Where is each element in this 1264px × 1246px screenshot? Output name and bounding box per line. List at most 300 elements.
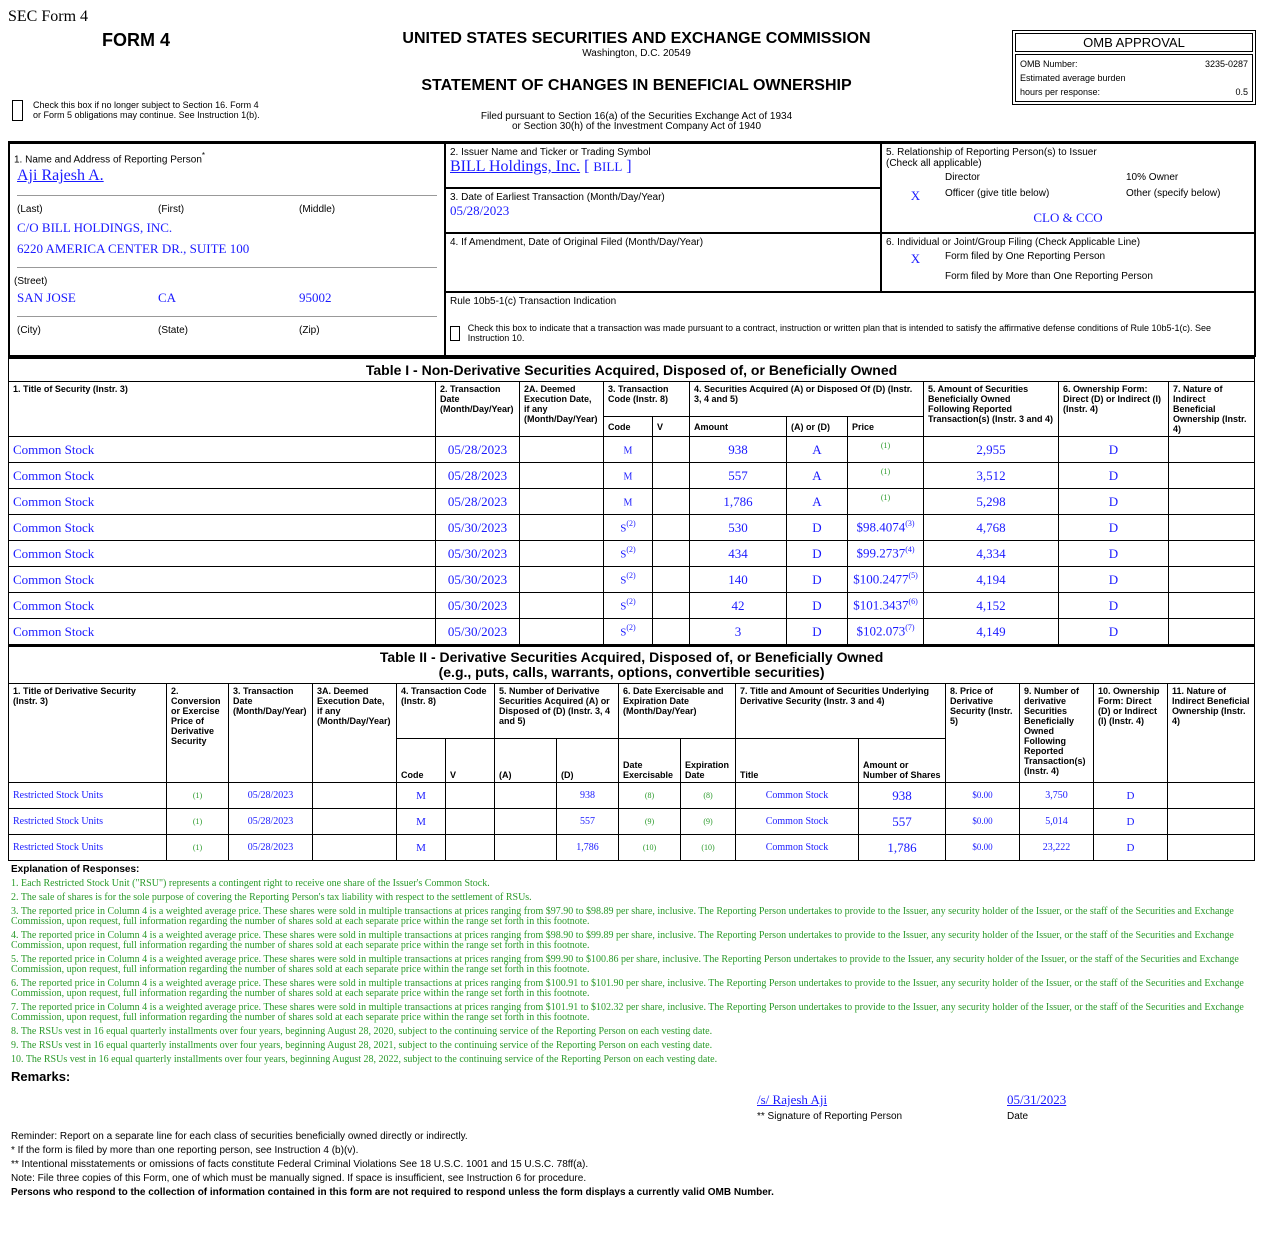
code-cell xyxy=(604,619,653,645)
other-option: Other (specify below) xyxy=(1126,188,1221,199)
security-title-cell xyxy=(9,463,436,489)
price-footnote: (4) xyxy=(905,545,915,555)
ownership-cell xyxy=(1059,437,1169,463)
underlying-title: Common Stock xyxy=(765,842,829,853)
derivative-owned-cell xyxy=(1020,783,1094,809)
v-cell xyxy=(653,437,690,463)
signature-name: /s/ Rajesh Aji xyxy=(757,1092,828,1107)
state-value: CA xyxy=(158,290,177,306)
amount-cell xyxy=(690,489,787,515)
more-persons-option: Form filed by More than One Reporting Person xyxy=(945,271,1153,282)
filed-pursuant-1: Filed pursuant to Section 16(a) of the Securities Exchange Act of 1934 xyxy=(480,111,793,122)
price-footnote: (1) xyxy=(880,467,891,477)
owned-cell xyxy=(924,437,1059,463)
section16-checkbox-row xyxy=(12,100,260,121)
amount: 1,786 xyxy=(723,493,753,509)
v-cell xyxy=(653,463,690,489)
signature-label: ** Signature of Reporting Person xyxy=(757,1111,903,1122)
transaction-date-cell xyxy=(229,783,313,809)
transaction-code: S xyxy=(620,522,627,535)
ownership-form: D xyxy=(1108,545,1119,561)
transaction-code: S xyxy=(620,600,627,613)
owned-cell xyxy=(924,463,1059,489)
derivative-title: Restricted Stock Units xyxy=(13,842,103,853)
amount-cell xyxy=(690,463,787,489)
acquired-a-cell xyxy=(495,783,557,809)
amount-owned: 3,512 xyxy=(976,467,1006,483)
transaction-date-cell xyxy=(436,593,520,619)
amount-owned: 4,194 xyxy=(976,571,1006,587)
expiration-date-cell xyxy=(681,835,736,861)
table1-row xyxy=(9,515,1255,541)
footnote: 7. The reported price in Column 4 is a weighted average price. These shares were sold in multiple transactions at prices ranging from $101.91 to $102.32 per share, inclusive. The Reporting Person undertakes to provide to the Issuer, any security holder of the Issuer, or the staff of the Securities and Exchange Commission, upon request, full information regarding the number of shares sold at each separate price within the range set forth in this footnote. xyxy=(11,1002,1244,1023)
ownership-cell xyxy=(1059,489,1169,515)
ownership-cell xyxy=(1059,619,1169,645)
underlying-amount: 1,786 xyxy=(887,839,917,855)
footer-note: ** Intentional misstatements or omissions of facts constitute Federal Criminal Violations See 18 U.S.C. 1001 and 15 U.S.C. 78ff(a). xyxy=(11,1159,589,1170)
acquired-or-disposed: D xyxy=(812,623,822,639)
ownership-form: D xyxy=(1108,571,1119,587)
price: $100.2477 xyxy=(853,571,909,587)
deemed-date-cell xyxy=(313,783,397,809)
security-title-cell xyxy=(9,619,436,645)
security-title: Common Stock xyxy=(13,467,95,483)
price-footnote: (5) xyxy=(908,571,918,581)
omb-number: 3235-0287 xyxy=(1204,59,1248,69)
code-cell xyxy=(604,593,653,619)
box6-filing xyxy=(881,233,1255,292)
price-cell xyxy=(848,463,924,489)
date-exercisable-cell xyxy=(619,783,681,809)
t2-header-price: 8. Price of Derivative Security (Instr. 5) xyxy=(946,684,1020,783)
ticker-symbol: BILL xyxy=(593,159,623,174)
ownership-form-cell xyxy=(1094,835,1168,861)
document-title: SEC Form 4 xyxy=(8,8,89,25)
commission-block xyxy=(258,30,1015,132)
security-title: Common Stock xyxy=(13,493,95,509)
table1-row xyxy=(9,463,1255,489)
nature-cell xyxy=(1169,463,1255,489)
transaction-code: M xyxy=(416,841,426,854)
amount-cell xyxy=(690,515,787,541)
acquired-or-disposed: D xyxy=(812,545,822,561)
v-value-cell xyxy=(446,809,495,835)
deemed-date-cell xyxy=(520,541,604,567)
transaction-date: 05/28/2023 xyxy=(247,790,294,801)
ownership-form: D xyxy=(1126,841,1135,854)
amount-cell xyxy=(690,437,787,463)
derivative-owned: 3,750 xyxy=(1045,790,1068,801)
security-title: Common Stock xyxy=(13,519,95,535)
t2-header-underlying: 7. Title and Amount of Securities Underlying Derivative Security (Instr. 3 and 4) xyxy=(736,684,946,739)
underlying-amount-cell xyxy=(859,783,946,809)
zip-label: (Zip) xyxy=(299,325,320,337)
underlying-amount: 557 xyxy=(892,813,912,829)
nature-cell xyxy=(1168,809,1255,835)
security-title: Common Stock xyxy=(13,441,95,457)
transaction-date: 05/28/2023 xyxy=(247,816,294,827)
t2-sub-expiration: Expiration Date xyxy=(681,739,736,783)
box4-amendment xyxy=(445,233,881,292)
derivative-owned: 5,014 xyxy=(1045,816,1068,827)
expiration-date-cell xyxy=(681,809,736,835)
t2-sub-code: Code xyxy=(397,739,446,783)
box5-relationship xyxy=(881,143,1255,233)
reporting-info-section xyxy=(8,141,1256,357)
transaction-date: 05/28/2023 xyxy=(447,493,508,509)
box2-label: 2. Issuer Name and Ticker or Trading Symbol xyxy=(450,147,651,158)
conversion-price-cell xyxy=(167,783,229,809)
explanation-title: Explanation of Responses: xyxy=(11,864,140,875)
amount: 140 xyxy=(728,571,748,587)
price-cell xyxy=(848,489,924,515)
t1-sub-code: Code xyxy=(604,417,653,437)
street-label: (Street) xyxy=(14,276,48,288)
one-person-option: Form filed by One Reporting Person xyxy=(945,251,1106,262)
transaction-code: S xyxy=(620,548,627,561)
table1-title: Table I - Non-Derivative Securities Acquired, Disposed of, or Beneficially Owned xyxy=(9,358,1255,382)
price-footnote: (3) xyxy=(905,519,915,529)
table2-row xyxy=(9,835,1255,861)
nature-cell xyxy=(1168,783,1255,809)
underlying-title-cell xyxy=(736,835,859,861)
disposed-d-cell xyxy=(557,809,619,835)
transaction-code: M xyxy=(623,497,633,509)
security-title: Common Stock xyxy=(13,597,95,613)
disposed-d-cell xyxy=(557,783,619,809)
table2-row xyxy=(9,783,1255,809)
code-footnote: (2) xyxy=(626,623,636,633)
underlying-title: Common Stock xyxy=(765,816,829,827)
table2-subtitle: (e.g., puts, calls, warrants, options, convertible securities) xyxy=(438,664,825,680)
conversion-price-cell xyxy=(167,835,229,861)
omb-hours-label: hours per response: xyxy=(1020,87,1101,97)
director-option: Director xyxy=(945,172,981,183)
security-title-cell xyxy=(9,567,436,593)
underlying-amount-cell xyxy=(859,835,946,861)
table1-row xyxy=(9,567,1255,593)
rule-label: Rule 10b5-1(c) Transaction Indication xyxy=(450,296,617,307)
acquired-or-disposed: D xyxy=(812,519,822,535)
ownership-form: D xyxy=(1108,441,1119,457)
footer-note: Note: File three copies of this Form, one of which must be manually signed. If space is insufficient, see Instruction 6 for procedure. xyxy=(11,1173,587,1184)
derivative-price-cell xyxy=(946,783,1020,809)
t1-header-nature: 7. Nature of Indirect Beneficial Ownership (Instr. 4) xyxy=(1169,382,1255,437)
deemed-date-cell xyxy=(520,567,604,593)
reporting-person-name[interactable]: Aji Rajesh A. xyxy=(17,167,104,185)
nature-cell xyxy=(1169,515,1255,541)
rule-10b5-1-box xyxy=(445,292,1255,356)
date-exercisable: (9) xyxy=(644,817,655,826)
transaction-date-cell xyxy=(436,489,520,515)
amount: 434 xyxy=(728,545,748,561)
t2-header-ownership: 10. Ownership Form: Direct (D) or Indirect (I) (Instr. 4) xyxy=(1094,684,1168,783)
code-cell xyxy=(604,567,653,593)
a-or-d-cell xyxy=(787,463,848,489)
t2-sub-title: Title xyxy=(736,739,859,783)
footnote: 1. Each Restricted Stock Unit ("RSU") represents a contingent right to receive one share of the Issuer's Common Stock. xyxy=(11,878,490,889)
omb-approval-box xyxy=(1012,30,1256,105)
transaction-date-cell xyxy=(229,809,313,835)
disposed-d: 938 xyxy=(580,790,595,801)
acquired-a-cell xyxy=(495,809,557,835)
one-person-checkmark: X xyxy=(910,251,921,266)
amount: 3 xyxy=(734,623,742,639)
date-exercisable: (8) xyxy=(644,791,655,800)
conversion-price-cell xyxy=(167,809,229,835)
derivative-owned-cell xyxy=(1020,809,1094,835)
t2-header-code: 4. Transaction Code (Instr. 8) xyxy=(397,684,495,739)
derivative-title-cell xyxy=(9,835,167,861)
table2-row xyxy=(9,809,1255,835)
t1-header-amount-owned: 5. Amount of Securities Beneficially Owned Following Reported Transaction(s) (Instr. 3 and 4) xyxy=(924,382,1059,437)
nature-cell xyxy=(1169,541,1255,567)
ownership-form: D xyxy=(1108,597,1119,613)
transaction-code: M xyxy=(416,815,426,828)
derivative-owned: 23,222 xyxy=(1042,842,1071,853)
amount-owned: 4,152 xyxy=(976,597,1006,613)
derivative-price: $0.00 xyxy=(972,790,993,800)
security-title: Common Stock xyxy=(13,545,95,561)
transaction-date-cell xyxy=(436,541,520,567)
t2-header-date: 3. Transaction Date (Month/Day/Year) xyxy=(229,684,313,783)
price-cell xyxy=(848,593,924,619)
acquired-a-cell xyxy=(495,835,557,861)
nature-cell xyxy=(1169,437,1255,463)
t2-header-nature: 11. Nature of Indirect Beneficial Ownership (Instr. 4) xyxy=(1168,684,1255,783)
box1-label: 1. Name and Address of Reporting Person xyxy=(14,154,202,166)
t1-sub-price: Price xyxy=(848,417,924,437)
a-or-d-cell xyxy=(787,593,848,619)
deemed-date-cell xyxy=(520,515,604,541)
t2-sub-amount: Amount or Number of Shares xyxy=(859,739,946,783)
amount: 530 xyxy=(728,519,748,535)
transaction-date: 05/30/2023 xyxy=(447,545,508,561)
derivative-title-cell xyxy=(9,809,167,835)
underlying-title: Common Stock xyxy=(765,790,829,801)
footnote: 9. The RSUs vest in 16 equal quarterly installments over four years, beginning August 28, 2021, subject to the continuing service of the Reporting Person on each vesting date. xyxy=(11,1040,713,1051)
transaction-code: S xyxy=(620,626,627,639)
footnote: 2. The sale of shares is for the sole purpose of covering the Reporting Person's tax liability with respect to the settlement of RSUs. xyxy=(11,892,532,903)
a-or-d-cell xyxy=(787,437,848,463)
remarks-title: Remarks: xyxy=(11,1069,71,1084)
code-cell xyxy=(604,541,653,567)
commission-name: UNITED STATES SECURITIES AND EXCHANGE COMMISSION xyxy=(402,30,871,47)
amount-owned: 4,768 xyxy=(976,519,1006,535)
owned-cell xyxy=(924,619,1059,645)
a-or-d-cell xyxy=(787,619,848,645)
derivative-price: $0.00 xyxy=(972,842,993,852)
rule-10b5-1-checkbox[interactable] xyxy=(450,326,460,341)
last-label: (Last) xyxy=(17,204,43,216)
price: $101.3437 xyxy=(853,597,909,613)
v-cell xyxy=(653,541,690,567)
expiration-date: (9) xyxy=(703,817,713,826)
transaction-date: 05/28/2023 xyxy=(447,467,508,483)
t1-sub-amount: Amount xyxy=(690,417,787,437)
officer-option: Officer (give title below) xyxy=(945,188,1050,199)
t2-sub-d: (D) xyxy=(557,739,619,783)
v-cell xyxy=(653,567,690,593)
date-exercisable-cell xyxy=(619,809,681,835)
form-header xyxy=(8,30,1256,140)
amount-cell xyxy=(690,541,787,567)
transaction-date-cell xyxy=(436,619,520,645)
amount-owned: 2,955 xyxy=(976,441,1006,457)
code-footnote: (2) xyxy=(626,597,636,607)
section16-text-1: Check this box if no longer subject to Section 16. Form 4 xyxy=(33,100,259,110)
earliest-transaction-date: 05/28/2023 xyxy=(450,203,510,218)
date-exercisable-cell xyxy=(619,835,681,861)
transaction-date-cell xyxy=(436,463,520,489)
deemed-date-cell xyxy=(520,437,604,463)
price-cell xyxy=(848,619,924,645)
t1-sub-a-or-d: (A) or (D) xyxy=(787,417,848,437)
footnotes xyxy=(8,879,1256,1065)
nature-cell xyxy=(1169,567,1255,593)
box3-earliest-date xyxy=(445,188,881,233)
deemed-date-cell xyxy=(520,619,604,645)
disposed-d: 557 xyxy=(580,816,595,827)
footnote: 8. The RSUs vest in 16 equal quarterly installments over four years, beginning August 28, 2020, subject to the continuing service of the Reporting Person on each vesting date. xyxy=(11,1026,713,1037)
underlying-title-cell xyxy=(736,783,859,809)
section16-checkbox[interactable] xyxy=(12,100,23,121)
officer-checkmark: X xyxy=(910,188,921,203)
expiration-date: (10) xyxy=(701,843,715,852)
table1-row xyxy=(9,437,1255,463)
footnote: 10. The RSUs vest in 16 equal quarterly installments over four years, beginning August 28, 2022, subject to the continuing service of the Reporting Person on each vesting date. xyxy=(11,1054,718,1065)
t2-header-title: 1. Title of Derivative Security (Instr. 3) xyxy=(9,684,167,783)
issuer-name-link[interactable]: BILL Holdings, Inc. xyxy=(450,158,581,175)
deemed-date-cell xyxy=(520,593,604,619)
box5-sublabel: (Check all applicable) xyxy=(886,158,982,169)
derivative-price-cell xyxy=(946,835,1020,861)
derivative-title-cell xyxy=(9,783,167,809)
a-or-d-cell xyxy=(787,567,848,593)
ownership-form: D xyxy=(1108,519,1119,535)
box6-label: 6. Individual or Joint/Group Filing (Check Applicable Line) xyxy=(886,237,1141,248)
acquired-or-disposed: D xyxy=(812,571,822,587)
footer-note: Persons who respond to the collection of information contained in this form are not required to respond unless the form displays a currently valid OMB Number. xyxy=(11,1187,774,1198)
city-value: SAN JOSE xyxy=(17,290,76,306)
date-exercisable: (10) xyxy=(642,843,657,852)
acquired-or-disposed: D xyxy=(812,597,822,613)
code-cell xyxy=(604,463,653,489)
t1-header-acquired: 4. Securities Acquired (A) or Disposed Of (D) (Instr. 3, 4 and 5) xyxy=(690,382,924,417)
box1-reporting-person xyxy=(9,143,445,356)
t2-header-exercisable: 6. Date Exercisable and Expiration Date (Month/Day/Year) xyxy=(619,684,736,739)
footnote: 6. The reported price in Column 4 is a weighted average price. These shares were sold in multiple transactions at prices ranging from $100.91 to $101.90 per share, inclusive. The Reporting Person undertakes to provide to the Issuer, any security holder of the Issuer, or the staff of the Securities and Exchange Commission, upon request, full information regarding the number of shares sold at each separate price within the range set forth in this footnote. xyxy=(11,978,1244,999)
ownership-form: D xyxy=(1108,493,1119,509)
v-cell xyxy=(653,619,690,645)
box2-issuer: 2. Issuer Name and Ticker or Trading Symbol BILL Holdings, Inc. [ BILL ] xyxy=(445,143,881,188)
box1-star: * xyxy=(201,151,206,160)
owned-cell xyxy=(924,567,1059,593)
acquired-or-disposed: A xyxy=(812,441,822,457)
ownership-cell xyxy=(1059,567,1169,593)
amount-cell xyxy=(690,593,787,619)
filed-pursuant-2: or Section 30(h) of the Investment Company Act of 1940 xyxy=(511,121,762,132)
disposed-d: 1,786 xyxy=(576,842,599,853)
address-line-2: 6220 AMERICA CENTER DR., SUITE 100 xyxy=(17,241,250,257)
transaction-date: 05/30/2023 xyxy=(447,597,508,613)
commission-city: Washington, D.C. 20549 xyxy=(582,48,691,59)
first-label: (First) xyxy=(158,204,185,216)
omb-title: OMB APPROVAL xyxy=(1015,33,1253,52)
v-cell xyxy=(653,489,690,515)
omb-hours: 0.5 xyxy=(1235,87,1248,97)
table1-row xyxy=(9,489,1255,515)
ownership-form: D xyxy=(1126,815,1135,828)
table2-derivative xyxy=(8,645,1255,861)
price-footnote: (6) xyxy=(908,597,918,607)
t1-sub-v: V xyxy=(653,417,690,437)
ownership-cell xyxy=(1059,515,1169,541)
transaction-date: 05/28/2023 xyxy=(447,441,508,457)
security-title-cell xyxy=(9,515,436,541)
nature-cell xyxy=(1169,593,1255,619)
amount: 557 xyxy=(728,467,748,483)
ownership-form-cell xyxy=(1094,783,1168,809)
deemed-date-cell xyxy=(520,463,604,489)
code-cell xyxy=(604,515,653,541)
transaction-code: M xyxy=(416,789,426,802)
v-cell xyxy=(653,515,690,541)
price-footnote: (7) xyxy=(905,623,915,633)
derivative-title: Restricted Stock Units xyxy=(13,816,103,827)
conversion-price: (1) xyxy=(192,791,203,800)
v-cell xyxy=(653,593,690,619)
deemed-date-cell xyxy=(313,835,397,861)
price-cell xyxy=(848,541,924,567)
t1-header-title: 1. Title of Security (Instr. 3) xyxy=(9,382,436,437)
code-cell xyxy=(604,437,653,463)
t2-header-number: 5. Number of Derivative Securities Acquired (A) or Disposed of (D) (Instr. 3, 4 and 5) xyxy=(495,684,619,739)
t1-header-code: 3. Transaction Code (Instr. 8) xyxy=(604,382,690,417)
rule-text: Check this box to indicate that a transaction was made pursuant to a contract, instruction or written plan that is intended to satisfy the affirmative defense conditions of Rule 10b5-1(c). See Instruction 10. xyxy=(467,323,1212,343)
transaction-code: M xyxy=(623,471,633,483)
t2-sub-v: V xyxy=(446,739,495,783)
price-footnote: (1) xyxy=(880,493,891,503)
table1-row xyxy=(9,593,1255,619)
ownership-cell xyxy=(1059,463,1169,489)
t1-header-date: 2. Transaction Date (Month/Day/Year) xyxy=(436,382,520,437)
price-cell xyxy=(848,437,924,463)
a-or-d-cell xyxy=(787,541,848,567)
state-label: (State) xyxy=(158,325,189,337)
middle-label: (Middle) xyxy=(299,204,336,216)
derivative-title: Restricted Stock Units xyxy=(13,790,103,801)
owned-cell xyxy=(924,515,1059,541)
transaction-date: 05/30/2023 xyxy=(447,571,508,587)
owned-cell xyxy=(924,489,1059,515)
t2-header-owned: 9. Number of derivative Securities Beneficially Owned Following Reported Transaction(s) (Instr. 4) xyxy=(1020,684,1094,783)
disposed-d-cell xyxy=(557,835,619,861)
footer-notes xyxy=(8,1131,1256,1198)
transaction-date: 05/28/2023 xyxy=(247,842,294,853)
footnote: 3. The reported price in Column 4 is a weighted average price. These shares were sold in multiple transactions at prices ranging from $97.90 to $98.89 per share, inclusive. The Reporting Person undertakes to provide to the Issuer, any security holder of the Issuer, or the staff of the Securities and Exchange Commission, upon request, full information regarding the number of shares sold at each separate price within the range set forth in this footnote. xyxy=(11,906,1234,927)
transaction-code-cell xyxy=(397,835,446,861)
address-line-1: C/O BILL HOLDINGS, INC. xyxy=(17,220,173,236)
code-cell xyxy=(604,489,653,515)
t2-header-deemed: 3A. Deemed Execution Date, if any (Month/Day/Year) xyxy=(313,684,397,783)
transaction-code-cell xyxy=(397,783,446,809)
box4-label: 4. If Amendment, Date of Original Filed (Month/Day/Year) xyxy=(450,237,704,248)
acquired-or-disposed: A xyxy=(812,467,822,483)
amount-owned: 4,334 xyxy=(976,545,1006,561)
table1-row xyxy=(9,541,1255,567)
signature-block xyxy=(8,1092,1256,1128)
